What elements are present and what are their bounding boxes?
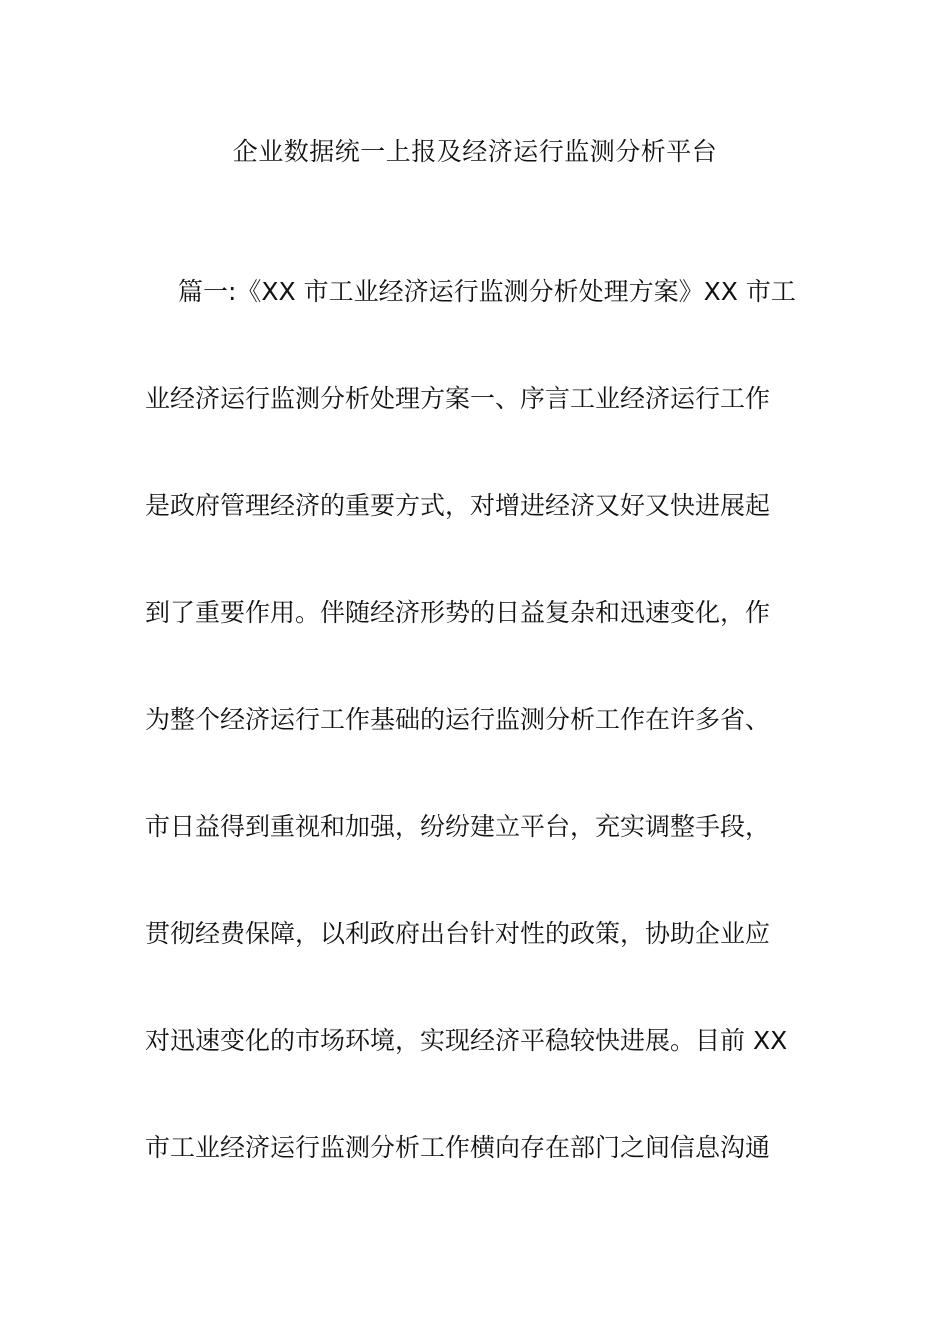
paragraph-line: 为整个经济运行工作基础的运行监测分析工作在许多省、: [145, 705, 771, 734]
paragraph-line: 是政府管理经济的重要方式，对增进经济又好又快进展起: [145, 491, 771, 520]
paragraph-line: 市日益得到重视和加强，纷纷建立平台，充实调整手段，: [145, 812, 771, 841]
paragraph-line: 对迅速变化的市场环境，实现经济平稳较快进展。目前 XX: [145, 1026, 788, 1055]
document-title: 企业数据统一上报及经济运行监测分析平台: [232, 137, 718, 166]
paragraph-line: 到了重要作用。伴随经济形势的日益复杂和迅速变化，作: [145, 598, 771, 627]
paragraph-line: 贯彻经费保障，以利政府出台针对性的政策，协助企业应: [145, 919, 771, 948]
paragraph-line: 篇一:《XX 市工业经济运行监测分析处理方案》XX 市工: [178, 277, 796, 306]
paragraph-line: 业经济运行监测分析处理方案一、序言工业经济运行工作: [145, 384, 771, 413]
paragraph-line: 市工业经济运行监测分析工作横向存在部门之间信息沟通: [145, 1133, 771, 1162]
